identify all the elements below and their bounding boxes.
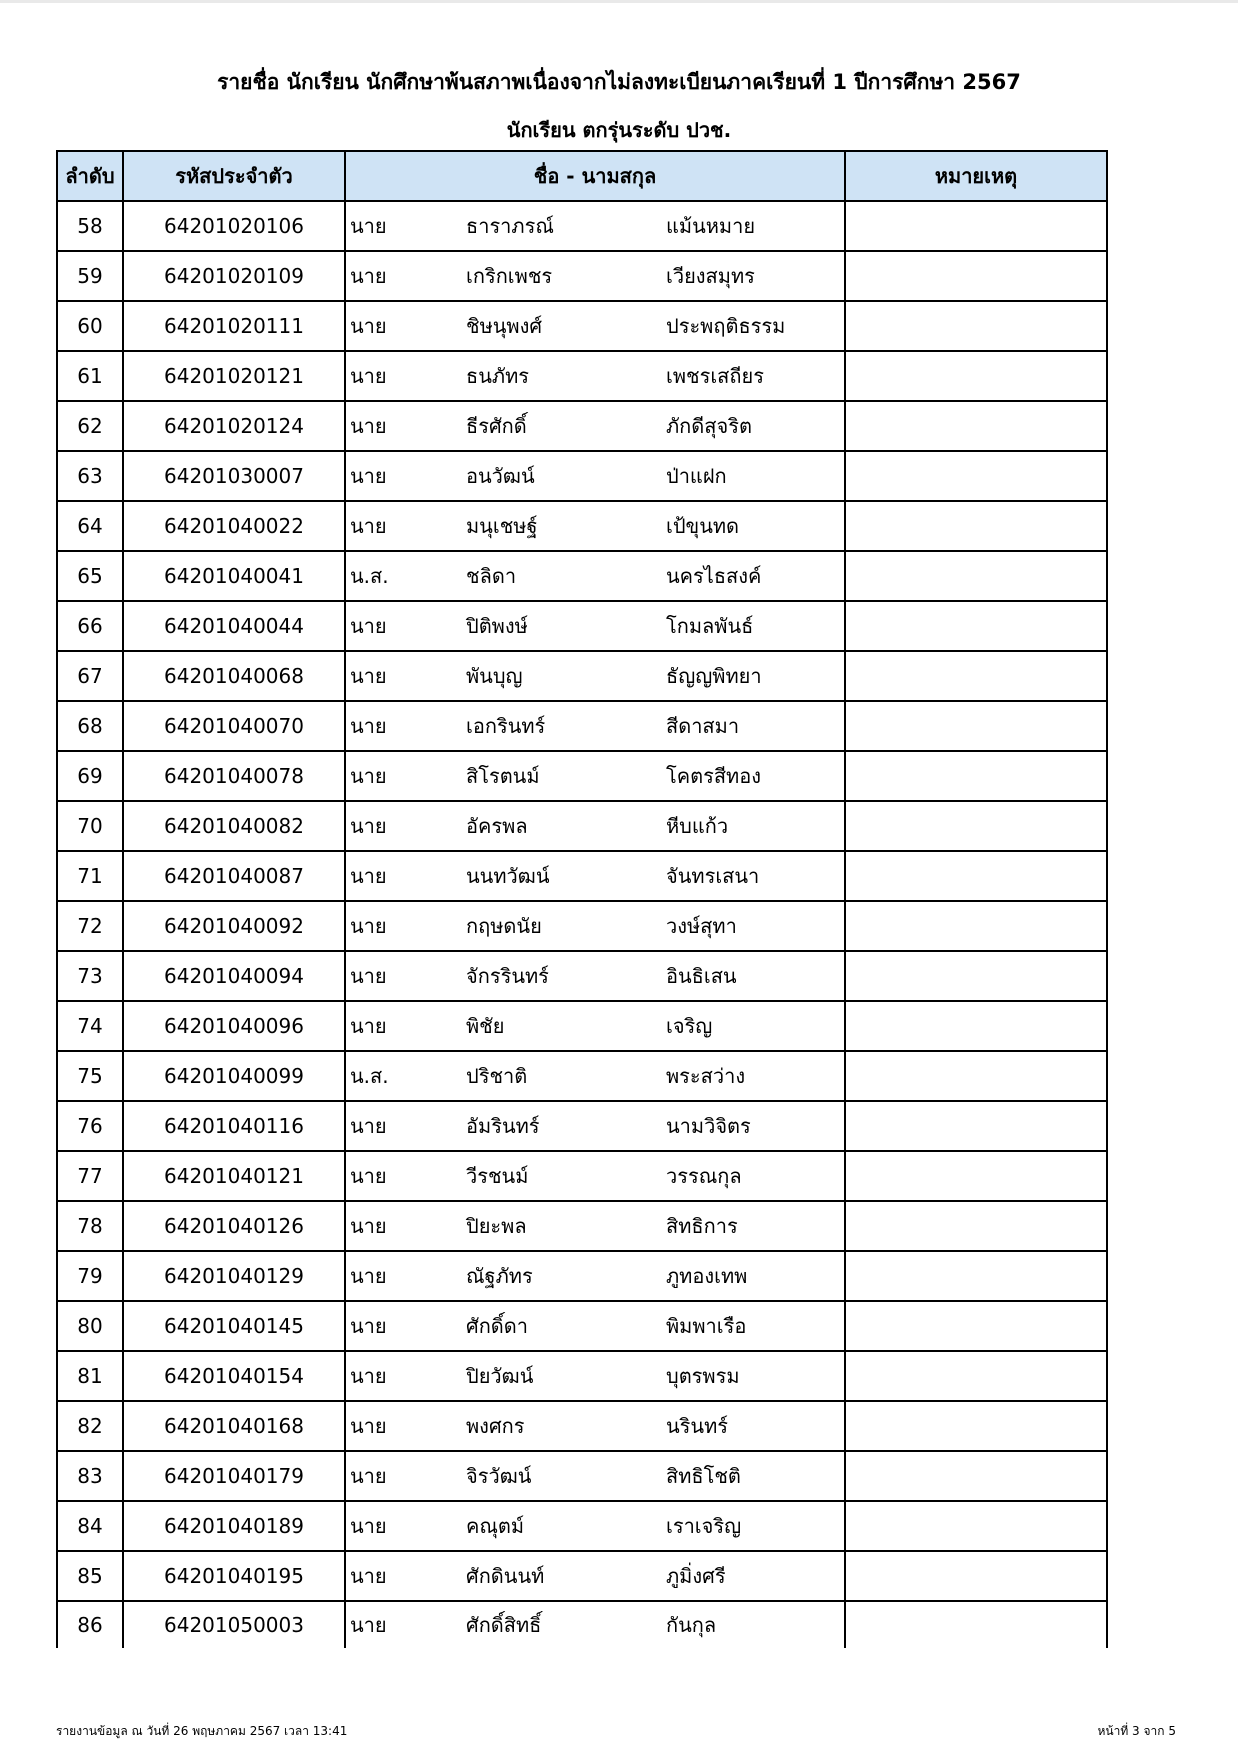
- row-number: 68: [57, 701, 123, 751]
- last-name: อินธิเสน: [666, 964, 737, 988]
- first-name: ธาราภรณ์: [466, 214, 554, 238]
- name-prefix: นาย: [350, 1314, 387, 1338]
- student-name: [345, 651, 845, 701]
- student-name: [345, 1601, 845, 1648]
- row-number: 79: [57, 1251, 123, 1301]
- remark-cell: [845, 251, 1107, 301]
- table-row: [57, 1601, 1107, 1648]
- header-code: รหัสประจำตัว: [123, 151, 345, 201]
- last-name: บุตรพรม: [666, 1364, 740, 1388]
- first-name: คณุตม์: [466, 1514, 525, 1538]
- remark-cell: [845, 301, 1107, 351]
- row-number: 67: [57, 651, 123, 701]
- document-subtitle: นักเรียน ตกรุ่นระดับ ปวช.: [506, 118, 732, 142]
- table-row: [57, 1251, 1107, 1301]
- row-number: 80: [57, 1301, 123, 1351]
- student-code: 64201040168: [123, 1401, 345, 1451]
- first-name: นนทวัฒน์: [466, 864, 550, 888]
- last-name: พระสว่าง: [666, 1064, 746, 1088]
- name-prefix: นาย: [350, 1214, 387, 1238]
- table-row: [57, 251, 1107, 301]
- name-prefix: น.ส.: [350, 564, 389, 588]
- header-remark: หมายเหตุ: [845, 151, 1107, 201]
- student-table: [56, 150, 1108, 1648]
- name-prefix: นาย: [350, 1014, 387, 1038]
- student-code: 64201040096: [123, 1001, 345, 1051]
- student-name: [345, 1301, 845, 1351]
- table-row: [57, 601, 1107, 651]
- student-name: [345, 401, 845, 451]
- first-name: เกริกเพชร: [466, 264, 553, 288]
- last-name: เจริญ: [666, 1014, 713, 1038]
- name-prefix: นาย: [350, 614, 387, 638]
- first-name: ศักดิ์สิทธิ์: [466, 1613, 542, 1637]
- student-name: [345, 951, 845, 1001]
- student-code: 64201020124: [123, 401, 345, 451]
- student-code: 64201040092: [123, 901, 345, 951]
- last-name: หีบแก้ว: [666, 814, 729, 838]
- name-prefix: นาย: [350, 1564, 387, 1588]
- student-code: 64201040154: [123, 1351, 345, 1401]
- remark-cell: [845, 551, 1107, 601]
- name-prefix: นาย: [350, 964, 387, 988]
- remark-cell: [845, 951, 1107, 1001]
- student-name: [345, 301, 845, 351]
- first-name: เอกรินทร์: [466, 714, 546, 738]
- table-row: [57, 1551, 1107, 1601]
- last-name: เวียงสมุทร: [666, 264, 755, 288]
- remark-cell: [845, 1351, 1107, 1401]
- first-name: พงศกร: [466, 1414, 525, 1438]
- row-number: 85: [57, 1551, 123, 1601]
- row-number: 72: [57, 901, 123, 951]
- name-prefix: นาย: [350, 914, 387, 938]
- student-name: [345, 851, 845, 901]
- row-number: 69: [57, 751, 123, 801]
- name-prefix: นาย: [350, 514, 387, 538]
- last-name: ภูทองเทพ: [666, 1264, 748, 1288]
- table-row: [57, 501, 1107, 551]
- row-number: 77: [57, 1151, 123, 1201]
- name-prefix: น.ส.: [350, 1064, 389, 1088]
- name-prefix: นาย: [350, 664, 387, 688]
- name-prefix: นาย: [350, 214, 387, 238]
- student-code: 64201040087: [123, 851, 345, 901]
- first-name: วีรชนม์: [466, 1164, 529, 1188]
- table-row: [57, 1051, 1107, 1101]
- remark-cell: [845, 1551, 1107, 1601]
- first-name: สิโรตนม์: [466, 764, 540, 788]
- first-name: ณัฐภัทร: [466, 1264, 533, 1288]
- remark-cell: [845, 1251, 1107, 1301]
- remark-cell: [845, 1451, 1107, 1501]
- student-code: 64201040070: [123, 701, 345, 751]
- document-title: รายชื่อ นักเรียน นักศึกษาพ้นสภาพเนื่องจากไม่ลงทะเบียนภาคเรียนที่ 1 ปีการศึกษา 2567: [217, 70, 1021, 94]
- student-name: [345, 551, 845, 601]
- name-prefix: นาย: [350, 414, 387, 438]
- student-name: [345, 201, 845, 251]
- row-number: 63: [57, 451, 123, 501]
- report-timestamp: รายงานข้อมูล ณ วันที่ 26 พฤษภาคม 2567 เวลา 13:41: [56, 1724, 348, 1738]
- last-name: ธัญญพิทยา: [666, 664, 762, 688]
- first-name: ศักดิ์ดา: [466, 1314, 529, 1338]
- student-name: [345, 901, 845, 951]
- last-name: เราเจริญ: [666, 1514, 742, 1538]
- table-row: [57, 351, 1107, 401]
- first-name: อัมรินทร์: [466, 1114, 540, 1138]
- table-row: [57, 1501, 1107, 1551]
- last-name: ภูมิ่งศรี: [666, 1564, 726, 1588]
- first-name: จักรรินทร์: [466, 964, 549, 988]
- name-prefix: นาย: [350, 1114, 387, 1138]
- first-name: อนวัฒน์: [466, 464, 535, 488]
- remark-cell: [845, 601, 1107, 651]
- row-number: 71: [57, 851, 123, 901]
- name-prefix: นาย: [350, 1264, 387, 1288]
- remark-cell: [845, 1201, 1107, 1251]
- last-name: กันกุล: [666, 1613, 717, 1637]
- last-name: นรินทร์: [666, 1414, 729, 1438]
- remark-cell: [845, 851, 1107, 901]
- row-number: 76: [57, 1101, 123, 1151]
- student-code: 64201030007: [123, 451, 345, 501]
- last-name: สิทธิการ: [666, 1214, 738, 1238]
- table-row: [57, 751, 1107, 801]
- student-code: 64201020109: [123, 251, 345, 301]
- name-prefix: นาย: [350, 1364, 387, 1388]
- table-row: [57, 851, 1107, 901]
- student-code: 64201040022: [123, 501, 345, 551]
- table-row: [57, 1201, 1107, 1251]
- remark-cell: [845, 1501, 1107, 1551]
- last-name: แม้นหมาย: [666, 214, 756, 238]
- student-name: [345, 351, 845, 401]
- table-row: [57, 1351, 1107, 1401]
- row-number: 75: [57, 1051, 123, 1101]
- last-name: สิทธิโชติ: [666, 1464, 741, 1488]
- table-row: [57, 701, 1107, 751]
- first-name: อัครพล: [466, 814, 528, 838]
- remark-cell: [845, 351, 1107, 401]
- name-prefix: นาย: [350, 1514, 387, 1538]
- remark-cell: [845, 1601, 1107, 1648]
- row-number: 73: [57, 951, 123, 1001]
- student-name: [345, 1101, 845, 1151]
- student-name: [345, 1151, 845, 1201]
- row-number: 70: [57, 801, 123, 851]
- student-code: 64201040078: [123, 751, 345, 801]
- table-row: [57, 1151, 1107, 1201]
- last-name: โกมลพันธ์: [666, 614, 754, 638]
- last-name: พิมพาเรือ: [666, 1314, 747, 1338]
- student-name: [345, 1401, 845, 1451]
- row-number: 64: [57, 501, 123, 551]
- last-name: นามวิจิตร: [666, 1114, 751, 1138]
- table-row: [57, 1301, 1107, 1351]
- student-name: [345, 601, 845, 651]
- table-row: [57, 1401, 1107, 1451]
- last-name: นครไธสงค์: [666, 564, 762, 588]
- first-name: ปริชาติ: [466, 1064, 528, 1088]
- name-prefix: นาย: [350, 464, 387, 488]
- first-name: ปิติพงษ์: [466, 614, 528, 638]
- student-code: 64201040121: [123, 1151, 345, 1201]
- remark-cell: [845, 451, 1107, 501]
- first-name: ชลิดา: [466, 564, 517, 588]
- student-code: 64201040094: [123, 951, 345, 1001]
- table-row: [57, 1001, 1107, 1051]
- last-name: สีดาสมา: [666, 714, 740, 738]
- student-code: 64201040116: [123, 1101, 345, 1151]
- name-prefix: นาย: [350, 864, 387, 888]
- row-number: 59: [57, 251, 123, 301]
- student-name: [345, 1001, 845, 1051]
- student-name: [345, 501, 845, 551]
- student-name: [345, 801, 845, 851]
- student-name: [345, 1051, 845, 1101]
- row-number: 81: [57, 1351, 123, 1401]
- table-row: [57, 651, 1107, 701]
- name-prefix: นาย: [350, 1164, 387, 1188]
- student-code: 64201020106: [123, 201, 345, 251]
- remark-cell: [845, 901, 1107, 951]
- remark-cell: [845, 401, 1107, 451]
- student-code: 64201040041: [123, 551, 345, 601]
- student-name: [345, 751, 845, 801]
- student-code: 64201040145: [123, 1301, 345, 1351]
- first-name: ชิษนุพงศ์: [466, 314, 543, 338]
- row-number: 65: [57, 551, 123, 601]
- row-number: 74: [57, 1001, 123, 1051]
- first-name: จิรวัฒน์: [466, 1464, 532, 1488]
- name-prefix: นาย: [350, 814, 387, 838]
- student-code: 64201020121: [123, 351, 345, 401]
- remark-cell: [845, 501, 1107, 551]
- name-prefix: นาย: [350, 264, 387, 288]
- row-number: 82: [57, 1401, 123, 1451]
- student-code: 64201040179: [123, 1451, 345, 1501]
- remark-cell: [845, 801, 1107, 851]
- last-name: ประพฤติธรรม: [666, 314, 786, 338]
- header-name: ชื่อ - นามสกุล: [345, 151, 845, 201]
- student-name: [345, 1351, 845, 1401]
- remark-cell: [845, 751, 1107, 801]
- first-name: มนุเชษฐ์: [466, 514, 538, 538]
- remark-cell: [845, 1151, 1107, 1201]
- table-row: [57, 801, 1107, 851]
- last-name: โคตรสีทอง: [666, 764, 762, 788]
- student-code: 64201040044: [123, 601, 345, 651]
- row-number: 60: [57, 301, 123, 351]
- first-name: ธนภัทร: [466, 364, 529, 388]
- table-row: [57, 1101, 1107, 1151]
- first-name: ธีรศักดิ์: [466, 414, 527, 438]
- remark-cell: [845, 201, 1107, 251]
- student-name: [345, 1451, 845, 1501]
- student-code: 64201040129: [123, 1251, 345, 1301]
- student-code: 64201040126: [123, 1201, 345, 1251]
- name-prefix: นาย: [350, 1464, 387, 1488]
- first-name: ปิยวัฒน์: [466, 1364, 534, 1388]
- row-number: 78: [57, 1201, 123, 1251]
- student-name: [345, 1551, 845, 1601]
- table-row: [57, 901, 1107, 951]
- student-name: [345, 451, 845, 501]
- last-name: เพชรเสถียร: [666, 364, 764, 388]
- table-row: [57, 401, 1107, 451]
- student-code: 64201040195: [123, 1551, 345, 1601]
- student-name: [345, 701, 845, 751]
- remark-cell: [845, 651, 1107, 701]
- student-code: 64201040099: [123, 1051, 345, 1101]
- student-name: [345, 251, 845, 301]
- name-prefix: นาย: [350, 1414, 387, 1438]
- header-no: ลำดับ: [57, 151, 123, 201]
- table-row: [57, 951, 1107, 1001]
- row-number: 83: [57, 1451, 123, 1501]
- student-name: [345, 1201, 845, 1251]
- row-number: 86: [57, 1601, 123, 1648]
- student-name: [345, 1501, 845, 1551]
- first-name: กฤษดนัย: [466, 914, 542, 938]
- first-name: ศักดินนท์: [466, 1564, 545, 1588]
- row-number: 66: [57, 601, 123, 651]
- row-number: 84: [57, 1501, 123, 1551]
- table-row: [57, 451, 1107, 501]
- name-prefix: นาย: [350, 714, 387, 738]
- last-name: จันทรเสนา: [666, 864, 760, 888]
- last-name: ป่าแฝก: [666, 464, 727, 488]
- remark-cell: [845, 1001, 1107, 1051]
- name-prefix: นาย: [350, 364, 387, 388]
- student-code: 64201050003: [123, 1601, 345, 1648]
- student-code: 64201040082: [123, 801, 345, 851]
- row-number: 58: [57, 201, 123, 251]
- last-name: เป้ขุนทด: [666, 514, 740, 538]
- last-name: ภักดีสุจริต: [666, 414, 752, 438]
- table-row: [57, 1451, 1107, 1501]
- remark-cell: [845, 1051, 1107, 1101]
- student-code: 64201040068: [123, 651, 345, 701]
- name-prefix: นาย: [350, 1613, 387, 1637]
- name-prefix: นาย: [350, 764, 387, 788]
- remark-cell: [845, 1401, 1107, 1451]
- name-prefix: นาย: [350, 314, 387, 338]
- last-name: วงษ์สุทา: [666, 914, 737, 938]
- last-name: วรรณกุล: [666, 1164, 742, 1188]
- table-row: [57, 201, 1107, 251]
- first-name: ปิยะพล: [466, 1214, 527, 1238]
- row-number: 61: [57, 351, 123, 401]
- first-name: พันบุญ: [466, 664, 523, 688]
- page-number: หน้าที่ 3 จาก 5: [1097, 1724, 1176, 1738]
- remark-cell: [845, 1101, 1107, 1151]
- student-code: 64201020111: [123, 301, 345, 351]
- first-name: พิชัย: [466, 1014, 505, 1038]
- table-header-row: [57, 151, 1107, 201]
- remark-cell: [845, 701, 1107, 751]
- scan-edge: [0, 0, 1238, 3]
- remark-cell: [845, 1301, 1107, 1351]
- table-row: [57, 551, 1107, 601]
- student-name: [345, 1251, 845, 1301]
- student-code: 64201040189: [123, 1501, 345, 1551]
- row-number: 62: [57, 401, 123, 451]
- table-row: [57, 301, 1107, 351]
